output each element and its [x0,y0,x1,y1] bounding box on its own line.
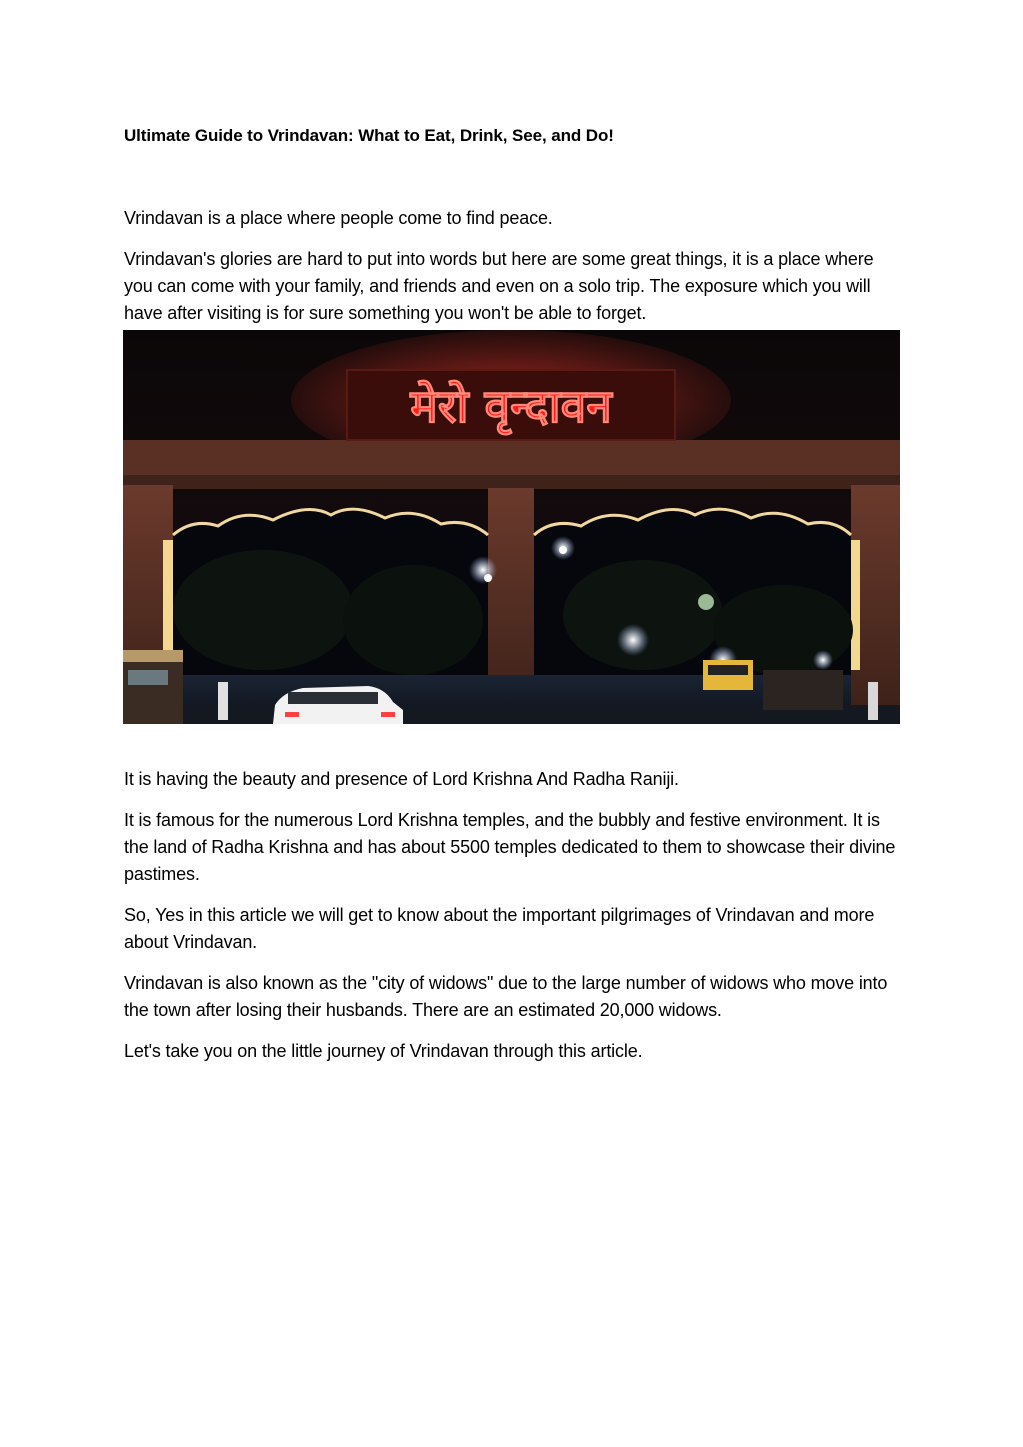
beauty-paragraph: It is having the beauty and presence of Lord Krishna And Radha Raniji. [124,769,679,789]
temples-paragraph: It is famous for the numerous Lord Krishna temples, and the bubbly and festive environment. It is the land of Radha Krishna and has about 5500 temples dedicated to them to showcase their divine pastimes. [124,810,896,884]
pilgrimages-paragraph: So, Yes in this article we will get to know about the important pilgrimages of Vrindavan and more about Vrindavan. [124,905,875,952]
white-car [273,686,403,724]
article-title: Ultimate Guide to Vrindavan: What to Eat, Drink, See, and Do! [124,126,614,145]
intro-paragraph: Vrindavan is a place where people come to find peace. [124,208,553,228]
vrindavan-gate-photo [123,330,900,724]
article-body [124,124,904,1065]
sign-text: मेरो वृन्दावन [410,379,612,433]
widows-paragraph: Vrindavan is also known as the "city of widows" due to the large number of widows who move into the town after losing their husbands. There are an estimated 20,000 widows. [124,973,888,1020]
journey-paragraph: Let's take you on the little journey of Vrindavan through this article. [124,1041,643,1061]
glories-paragraph: Vrindavan's glories are hard to put into words but here are some great things, it is a place where you can come with your family, and friends and even on a solo trip. The exposure which you will have after visiting is for sure something you won't be able to forget. [124,249,874,323]
